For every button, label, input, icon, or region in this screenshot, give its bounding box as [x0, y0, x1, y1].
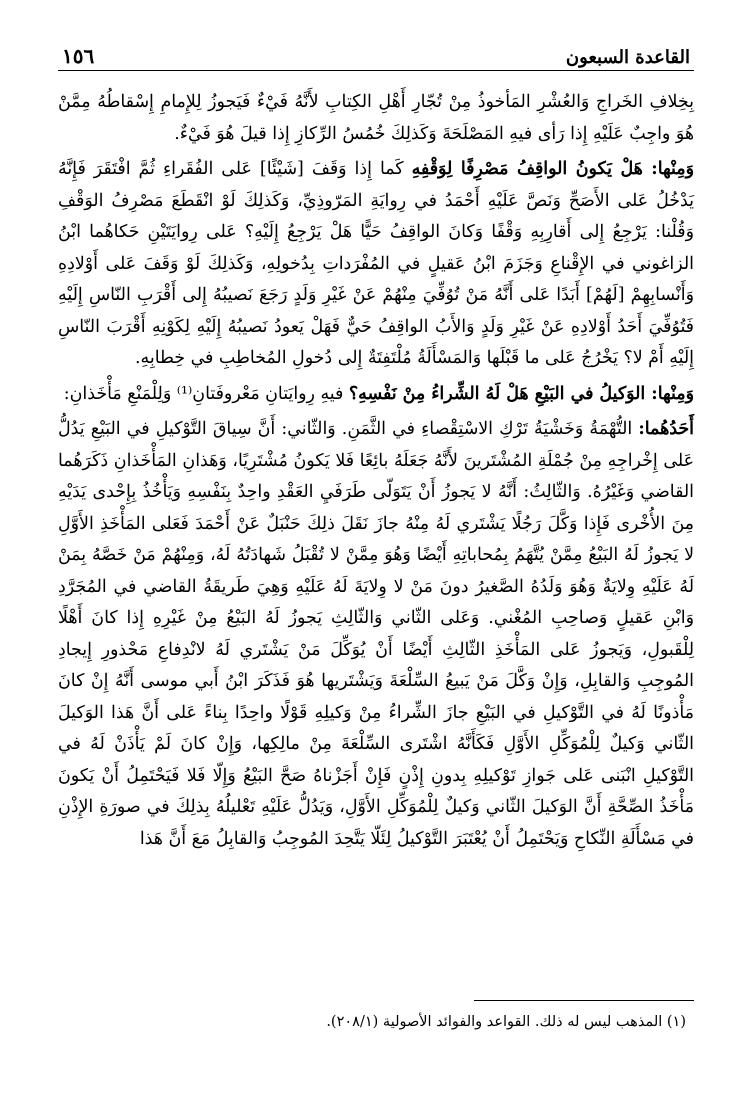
main-text: [58, 87, 694, 855]
page-number: ١٥٦: [62, 44, 95, 68]
paragraph-text: بِخِلافِ الخَراجِ وَالعُشْرِ المَأخوذُ مِنْ تُجّارِ أَهْلِ الكِتابِ لأَنَّهُ فَيْءٌ فَيَجوزُ لِلإِمامِ إِسْقاطُهُ مِمَّنْ هُوَ واجِبٌ عَلَيْهِ إِذا رَأى فيهِ المَصْلَحَةَ وَكَذلِكَ خُمُسُ الرِّكازِ إِذا قيلَ هُوَ فَيْءٌ.: [58, 92, 694, 144]
paragraph-lead: وَمِنْها: الوَكيلُ في البَيْعِ هَلْ لَهُ الشِّراءُ مِنْ نَفْسِهِ؟: [348, 383, 694, 404]
paragraph-lead: وَمِنْها: هَلْ يَكونُ الواقِفُ مَصْرِفًا لِوَقْفِهِ: [411, 159, 695, 179]
paragraph: [58, 414, 694, 855]
paragraph-lead: أَحَدُهُما:: [638, 419, 694, 439]
paragraph: [58, 379, 694, 411]
paragraph: [58, 154, 694, 375]
footnote: (١) المذهب ليس له ذلك. القواعد والفوائد الأصولية (٢٠٨/١).: [326, 1014, 686, 1030]
paragraph: [58, 87, 694, 150]
paragraph-text: التُّهْمَةُ وَخَشْيَةُ تَرْكِ الاسْتِقْصاءِ في الثَّمَنِ. وَالثّاني: أَنَّ سِياقَ التَّوْكيلِ في البَيْعِ يَدُلُّ عَلى إِخْراجِهِ مِنْ جُمْلَةِ المُشْتَرينَ لأَنَّهُ جَعَلَهُ بائِعًا فَلا يَكونُ مُشْتَرِيًا، وَهَذانِ المَأْخَذانِ ذَكَرَهُما القاضي وَغَيْرُهُ. وَالثّالِثُ: أَنَّهُ لا يَجوزُ أَنْ يَتَوَلّى طَرَفَيِ العَقْدِ واحِدٌ بِنَفْسِهِ وَيَأْخُذُ بِإِحْدى يَدَيْهِ مِنَ الأُخْرى فَإِذا وَكَّلَ رَجُلًا يَشْتَري لَهُ مِنْهُ جازَ نَقَلَ ذلِكَ حَنْبَلٌ عَنْ أَحْمَدَ فَعَلى المَأْخَذِ الأَوَّلِ لا يَجوزُ لَهُ البَيْعُ مِمَّنْ يُتَّهَمُ بِمُحاباتِهِ أَيْضًا وَهُوَ مِمَّنْ لا تُقْبَلُ شَهادَتُهُ لَهُ، وَمِنْهُمْ مَنْ خَصَّهُ بِمَنْ لَهُ عَلَيْهِ وِلايَةٌ وَهُوَ وَلَدُهُ الصَّغيرُ دونَ مَنْ لا وِلايَةَ لَهُ عَلَيْهِ وَهِيَ طَريقَةُ القاضي في المُجَرَّدِ وَابْنِ عَقيلٍ وَصاحِبِ المُغْني. وَعَلى الثّاني وَالثّالِثِ يَجوزُ لَهُ البَيْعُ مِنْ غَيْرِهِ إِذا كانَ أَهْلًا لِلْقَبولِ، وَيَجوزُ عَلى المَأْخَذِ الثّالِثِ أَيْضًا أَنْ يُوَكِّلَ مَنْ يَشْتَري لَهُ لانْدِفاعِ مَحْذورِ إِيجادِ المُوجِبِ وَالقابِلِ، وَإِنْ وَكَّلَ مَنْ يَبيعُ السِّلْعَةَ وَيَشْتَريها هُوَ فَذَكَرَ ابْنُ أَبي موسى أَنَّهُ إِنْ كانَ مَأْذونًا لَهُ في التَّوْكيلِ في البَيْعِ جازَ الشِّراءُ مِنْ وَكيلِهِ قَوْلًا واحِدًا بِناءً عَلى أَنَّ هَذا الوَكيلَ الثّاني وَكيلٌ لِلْمُوَكِّلِ الأَوَّلِ فَكَأَنَّهُ اشْتَرى السِّلْعَةَ مِنْ مالِكِها، وَإِنْ كانَ لَمْ يَأْذَنْ لَهُ في التَّوْكيلِ انْبَنى عَلى جَوازِ تَوْكيلِهِ بِدونِ إِذْنٍ فَإِنْ أَجَزْناهُ صَحَّ البَيْعُ وَإِلّا فَلا فَيَحْتَمِلُ أَنْ يَكونَ مَأْخَذُ الصِّحَّةِ أَنَّ الوَكيلَ الثّاني وَكيلٌ لِلْمُوَكِّلِ الأَوَّلِ، وَيَدُلُّ عَلَيْهِ تَعْليلُهُ بِذلِكَ في صورَةِ الإِذْنِ في مَسْأَلَةِ النِّكاحِ وَيَحْتَمِلُ أَنْ يُعْتَبَرَ التَّوْكيلُ لِئَلّا يَتَّحِدَ المُوجِبُ وَالقابِلُ مَعَ أَنَّ هَذا: [58, 419, 694, 849]
paragraph-text: فيهِ رِوايَتانِ مَعْروفَتانِ⁽¹⁾ وَلِلْمَنْعِ مَأْخَذانِ:: [63, 383, 349, 404]
paragraph-text: كَما إِذا وَقَفَ [شَيْئًا] عَلى الفُقَراءِ ثُمَّ افْتَقَرَ فَإِنَّهُ يَدْخُلُ عَلى الأَصَحِّ وَنَصَّ عَلَيْهِ أَحْمَدُ في رِوايَةِ المَرّوذِيِّ، وَكَذلِكَ لَوْ انْقَطَعَ مَصْرِفُ الوَقْفِ وَقُلْنا: يَرْجِعُ إِلى أَقارِبِهِ وَقْفًا وَكانَ الواقِفُ حَيًّا هَلْ يَرْجِعُ إِلَيْهِ؟ عَلى رِوايَتَيْنِ حَكاهُما ابْنُ الزاغوني في الإِقْناعِ وَجَزَمَ ابْنُ عَقيلٍ في المُفْرَداتِ بِدُخولِهِ، وَكَذلِكَ لَوْ وَقَفَ عَلى أَوْلادِهِ وَأَنْسابِهِمْ [لَهُمْ] أَبَدًا عَلى أَنَّهُ مَنْ تُوُفِّيَ مِنْهُمْ عَنْ غَيْرِ وَلَدٍ رَجَعَ نَصيبُهُ إِلى أَقْرَبِ النّاسِ إِلَيْهِ فَتُوُفِّيَ أَحَدُ أَوْلادِهِ عَنْ غَيْرِ وَلَدٍ وَالأَبُ الواقِفُ حَيٌّ فَهَلْ يَعودُ نَصيبُهُ إِلَيْهِ لِكَوْنِهِ أَقْرَبَ النّاسِ إِلَيْهِ أَمْ لا؟ يَخْرُجُ عَلى ما قَبْلَها وَالمَسْأَلَةُ مُلْتَفِتَةٌ إِلى دُخولِ المُخاطِبِ في خِطابِهِ.: [58, 159, 694, 368]
footnote-separator: [474, 1000, 694, 1001]
chapter-title: القاعدة السبعون: [565, 47, 690, 68]
running-header: [58, 34, 694, 71]
